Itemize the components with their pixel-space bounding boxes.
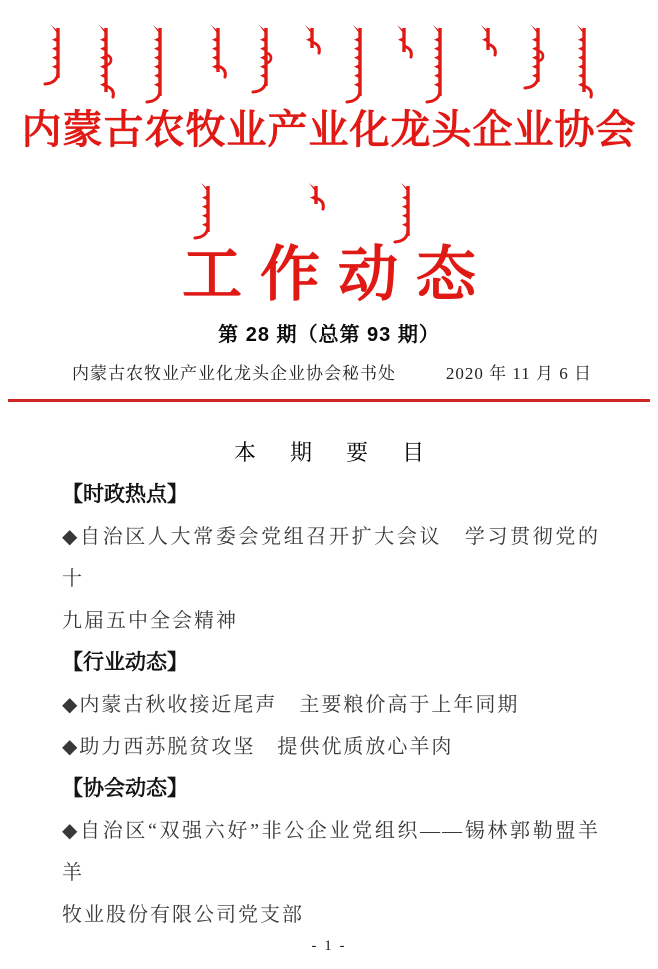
toc-item: ◆助力西苏脱贫攻坚 提供优质放心羊肉 [62,736,454,758]
mongolian-word-glyph [525,25,543,88]
mongolian-word-glyph [147,25,160,102]
mongolian-script-middle-row [0,184,658,242]
org-name-chinese: 内蒙古农牧业产业化龙头企业协会 [21,107,637,152]
mongolian-word-glyph [397,25,411,57]
masthead [0,26,658,306]
mongolian-word-glyph [309,183,323,209]
toc-section-header: 【时政热点】 [62,483,188,506]
mongolian-word-glyph [427,25,440,102]
mongolian-script-top-row [0,26,658,106]
issue-number-line: 第 28 期（总第 93 期） [218,324,440,346]
toc-item: ◆内蒙古秋收接近尾声 主要粮价高于上年同期 [62,694,520,716]
toc-section-header: 【协会动态】 [62,777,188,800]
mongolian-word-glyph [45,25,58,84]
toc-sections [62,474,600,936]
publish-date: 2020 年 11 月 6 日 [445,364,592,383]
red-divider-rule [8,399,650,402]
mongolian-word-glyph [305,25,319,53]
mongolian-word-glyph [577,25,591,97]
toc-item: ◆自治区“双强六好”非公企业党组织——锡林郭勒盟羊羊 牧业股份有限公司党支部 [62,820,600,926]
mongolian-word-glyph [347,25,360,102]
mongolian-word-glyph [211,25,225,77]
bulletin-title: 工作动态 [182,242,494,308]
mongolian-word-glyph [253,25,271,92]
toc-section-header: 【行业动态】 [62,651,188,674]
toc-item: ◆自治区人大常委会党组召开扩大会议 学习贯彻党的十 九届五中全会精神 [62,526,600,632]
mongolian-word-glyph [195,183,208,238]
page-number: - 1 - [311,938,347,954]
mongolian-word-glyph [481,25,495,55]
mongolian-word-glyph [395,183,408,242]
mongolian-word-glyph [99,25,113,97]
publisher-row [0,362,658,386]
toc-title: 本 期 要 目 [233,440,439,465]
publisher-name: 内蒙古农牧业产业化龙头企业协会秘书处 [72,364,396,383]
